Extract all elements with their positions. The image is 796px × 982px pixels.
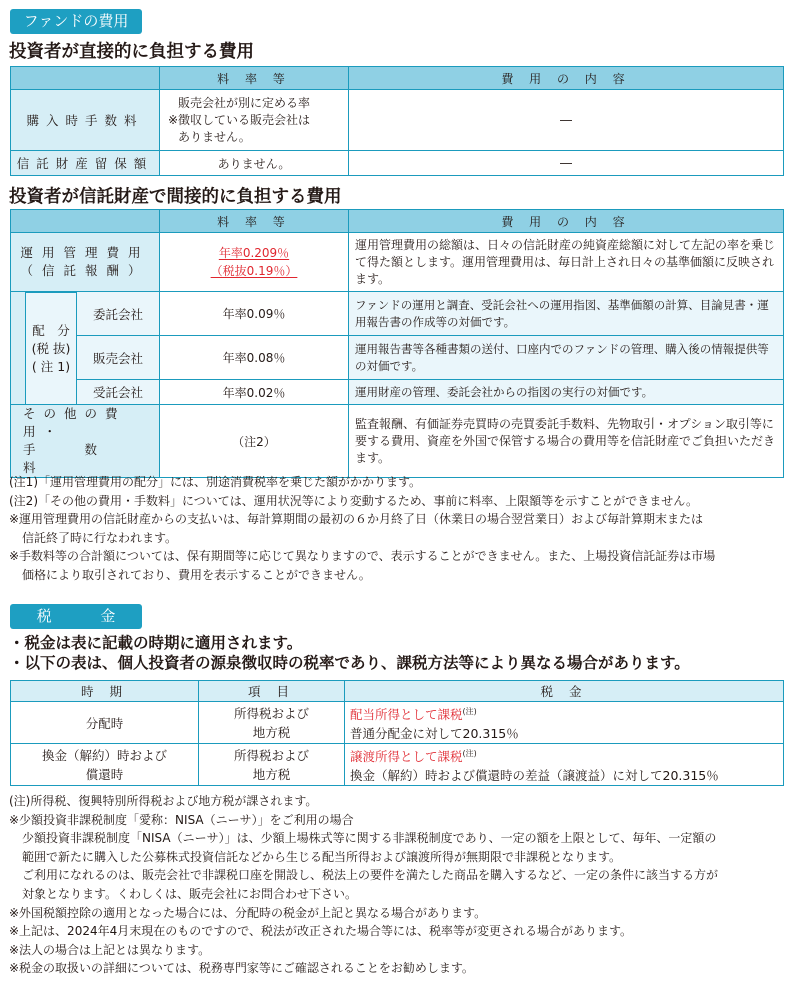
tax-cell	[345, 702, 784, 744]
rate-cell	[160, 90, 349, 151]
note-line: (注1)「運用管理費用の配分」には、別途消費税率を乗じた額がかかります。	[9, 475, 422, 489]
table-row	[11, 702, 784, 744]
table-row	[11, 233, 784, 292]
content-cell: ―	[349, 151, 784, 176]
item-line: 所得税および	[233, 747, 309, 763]
table-row	[11, 380, 784, 405]
tax-badge: 税 金	[10, 604, 142, 629]
mgmt-fee-label	[11, 233, 160, 292]
header-tax: 税 金	[345, 681, 784, 702]
fund-cost-badge: ファンドの費用	[10, 9, 142, 34]
note-line: ご利用になれるのは、販売会社で非課税口座を開設し、税法上の要件を満たした商品を購入するなど、一定の条件に該当する方が	[22, 868, 719, 883]
note-line: (注2)「その他の費用・手数料」については、運用状況等により変動するため、事前に料率、上限額等を示すことができません。	[9, 493, 699, 508]
note-line: (注)所得税、復興特別所得税および地方税が課されます。	[9, 794, 318, 808]
tax-bullet: ・税金は表に記載の時期に適用されます。	[9, 634, 303, 652]
item-cell	[199, 702, 345, 744]
header-rate: 料 率 等	[160, 210, 349, 233]
fund-cost-notes	[9, 473, 715, 585]
table-row	[11, 292, 784, 336]
row-label: 信託財産留保額	[11, 151, 160, 176]
header-content: 費 用 の 内 容	[349, 210, 784, 233]
direct-cost-heading: 投資者が直接的に負担する費用	[9, 42, 254, 62]
note-line: ※税金の取扱いの詳細については、税務専門家等にご確認されることをお勧めします。	[9, 961, 474, 976]
tax-rate-text: 普通分配金に対して20.315％	[350, 726, 519, 742]
alloc-label-cell	[11, 292, 77, 405]
header-period: 時 期	[11, 681, 199, 702]
note-line: 少額投資非課税制度「NISA（ニーサ）」は、少額上場株式等に関する非課税制度であり、一定の額を上限として、毎年、一定額の	[22, 831, 717, 846]
table-row	[11, 151, 784, 176]
mgmt-fee-content: 運用管理費用の総額は、日々の信託財産の純資産総額に対して左記の率を乗じて得た額とします。運用管理費用は、毎日計上され日々の基準価額に反映されます。	[349, 233, 784, 292]
note-line: 範囲で新たに購入した公募株式投資信託などから生じる配当所得および譲渡所得が無期限で非課税となります。	[22, 849, 622, 864]
direct-cost-table	[10, 66, 784, 176]
note-line: ※法人の場合は上記とは異なります。	[9, 942, 211, 957]
rate-line: ※徴収している販売会社は	[168, 112, 311, 127]
period-line: 償還時	[85, 766, 124, 782]
header-blank	[11, 210, 160, 233]
note-line: 対象となります。くわしくは、販売会社にお問合わせ下さい。	[22, 886, 358, 901]
tax-cell	[345, 744, 784, 786]
header-item: 項 目	[199, 681, 345, 702]
period-cell	[11, 744, 199, 786]
party-content: 運用財産の管理、委託会社からの指図の実行の対価です。	[349, 380, 784, 405]
item-cell	[199, 744, 345, 786]
tax-type: 譲渡所得として課税	[350, 749, 463, 765]
note-line: ※手数料等の合計額については、保有期間等に応じて異なりますので、表示することができません。また、上場投資信託証券は市場	[9, 549, 716, 564]
mgmt-fee-rate	[160, 233, 349, 292]
table-row	[11, 744, 784, 786]
party-content: 運用報告書等各種書類の送付、口座内でのファンドの管理、購入後の情報提供等の対価です。	[349, 336, 784, 380]
note-line: ※上記は、2024年4月末現在のものですので、税法が改正された場合等には、税率等が変更される場合があります。	[9, 924, 633, 939]
header-content: 費 用 の 内 容	[349, 67, 784, 90]
tax-notes	[9, 792, 718, 978]
row-label: 購入時手数料	[11, 90, 160, 151]
note-line: ※運用管理費用の信託財産からの支払いは、毎計算期間の最初の６か月終了日（休業日の場合翌営業日）および毎計算期末または	[9, 512, 704, 527]
label-line: ( 注 1)	[31, 358, 71, 374]
party-rate: 年率0.08％	[160, 336, 349, 380]
party-label: 受託会社	[77, 380, 160, 405]
note-line: 価格により取引されており、費用を表示することができません。	[22, 567, 371, 582]
label-line: 配 分	[32, 322, 70, 338]
tax-rate-text: 換金（解約）時および償還時の差益（譲渡益）に対して20.315％	[350, 768, 719, 784]
party-rate: 年率0.09％	[160, 292, 349, 336]
label-line: （信託報酬）	[20, 263, 150, 278]
tax-type: 配当所得として課税	[350, 707, 463, 723]
party-label: 委託会社	[77, 292, 160, 336]
rate-line: （税抜0.19％）	[210, 264, 298, 278]
header-rate: 料 率 等	[160, 67, 349, 90]
item-line: 所得税および	[233, 705, 309, 721]
note-line: ※外国税額控除の適用となった場合には、分配時の税金が上記と異なる場合があります。	[9, 905, 487, 920]
rate-line: 年率0.209％	[218, 246, 290, 260]
label-line: 運用管理費用	[20, 245, 150, 260]
label-line: 手 数 料	[23, 442, 147, 475]
other-fee-content: 監査報酬、有価証券売買時の売買委託手数料、先物取引・オプション取引等に要する費用、資産を外国で保管する場合の費用等を信託財産でご負担いただきます。	[349, 405, 784, 478]
header-blank	[11, 67, 160, 90]
content-cell: ―	[349, 90, 784, 151]
label-line: その他の費用・	[23, 406, 126, 439]
item-line: 地方税	[252, 766, 291, 782]
indirect-cost-heading: 投資者が信託財産で間接的に負担する費用	[9, 187, 342, 207]
party-rate: 年率0.02％	[160, 380, 349, 405]
indirect-cost-table	[10, 209, 784, 478]
tax-note-mark: (注)	[462, 749, 477, 759]
other-fee-label	[11, 405, 160, 478]
rate-cell: ありません。	[160, 151, 349, 176]
period-cell: 分配時	[11, 702, 199, 744]
rate-line: ありません。	[178, 129, 251, 144]
party-label: 販売会社	[77, 336, 160, 380]
tax-note-mark: (注)	[462, 707, 477, 716]
party-content: ファンドの運用と調査、受託会社への運用指図、基準価額の計算、目論見書・運用報告書の作成等の対価です。	[349, 292, 784, 336]
table-row	[11, 336, 784, 380]
label-line: (税 抜)	[31, 340, 71, 356]
note-line: ※少額投資非課税制度「愛称：NISA（ニーサ）」をご利用の場合	[9, 812, 354, 827]
item-line: 地方税	[252, 724, 291, 740]
table-row	[11, 90, 784, 151]
note-line: 信託終了時に行なわれます。	[22, 530, 178, 545]
tax-bullet: ・以下の表は、個人投資者の源泉徴収時の税率であり、課税方法等により異なる場合があります。	[9, 654, 690, 672]
rate-line: 販売会社が別に定める率	[178, 95, 311, 110]
other-fee-rate: （注2）	[160, 405, 349, 478]
tax-table	[10, 680, 784, 786]
period-line: 換金（解約）時および	[41, 747, 167, 763]
table-row	[11, 405, 784, 478]
